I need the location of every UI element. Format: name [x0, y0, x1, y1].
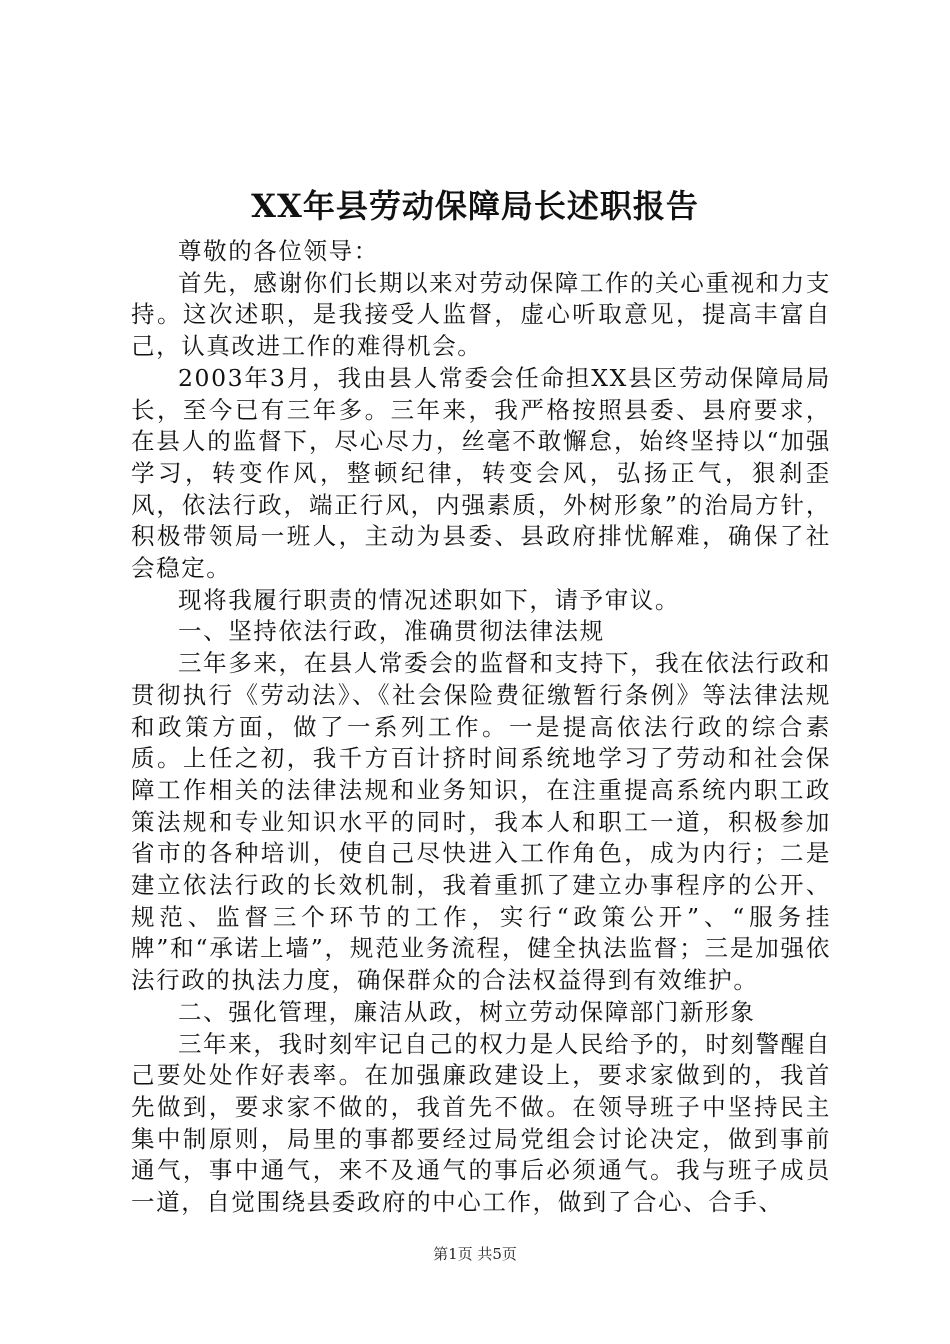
page-footer: 第1页 共5页: [433, 1245, 517, 1263]
salutation: 尊敬的各位领导：: [178, 237, 379, 265]
paragraph-section-1: 三年多来，在县人常委会的监督和支持下，我在依法行政和贯彻执行《劳动法》、《社会保险费征缴暂行条例》等法律法规和政策方面，做了一系列工作。一是提高依法行政的综合素质。上任之初，我千方百计挤时间系统地学习了劳动和社会保障工作相关的法律法规和业务知识，在注重提高系统内职工政策法规和专业知识水平的同时，我本人和职工一道，积极参加省市的各种培训，使自己尽快进入工作角色，成为内行；二是建立依法行政的长效机制，我着重抓了建立办事程序的公开、规范、监督三个环节的工作，实行“政策公开”、“服务挂牌”和“承诺上墙”，规范业务流程，健全执法监督；三是加强依法行政的执法力度，确保群众的合法权益得到有效维护。: [131, 649, 831, 995]
document-body: [131, 236, 831, 1219]
section-heading-2: 二、强化管理，廉洁从政，树立劳动保障部门新形象: [178, 997, 756, 1026]
paragraph-intro: 现将我履行职责的情况述职如下，请予审议。: [178, 585, 680, 614]
paragraph-appointment: 2003年3月，我由县人常委会任命担XX县区劳动保障局局长，至今已有三年多。三年来，我严格按照县委、县府要求，在县人的监督下，尽心尽力，丝毫不敢懈怠，始终坚持以“加强学习，转变作风，整顿纪律，转变会风，弘扬正气，狠刹歪风，依法行政，端正行风，内强素质，外树形象”的治局方针，积极带领局一班人，主动为县委、县政府排忧解难，确保了社会稳定。: [131, 363, 831, 583]
section-heading-1: 一、坚持依法行政，准确贯彻法律法规: [178, 617, 605, 646]
paragraph-section-2: 三年来，我时刻牢记自己的权力是人民给予的，时刻警醒自己要处处作好表率。在加强廉政建设上，要求家做到的，我首先做到，要求家不做的，我首先不做。在领导班子中坚持民主集中制原则，局里的事都要经过局党组会讨论决定，做到事前通气，事中通气，来不及通气的事后必须通气。我与班子成员一道，自觉围绕县委政府的中心工作，做到了合心、合手、: [131, 1029, 831, 1217]
document-title: XX年县劳动保障局长述职报告: [251, 187, 699, 225]
paragraph-thanks: 首先，感谢你们长期以来对劳动保障工作的关心重视和力支持。这次述职，是我接受人监督，虚心听取意见，提高丰富自己，认真改进工作的难得机会。: [131, 268, 831, 361]
